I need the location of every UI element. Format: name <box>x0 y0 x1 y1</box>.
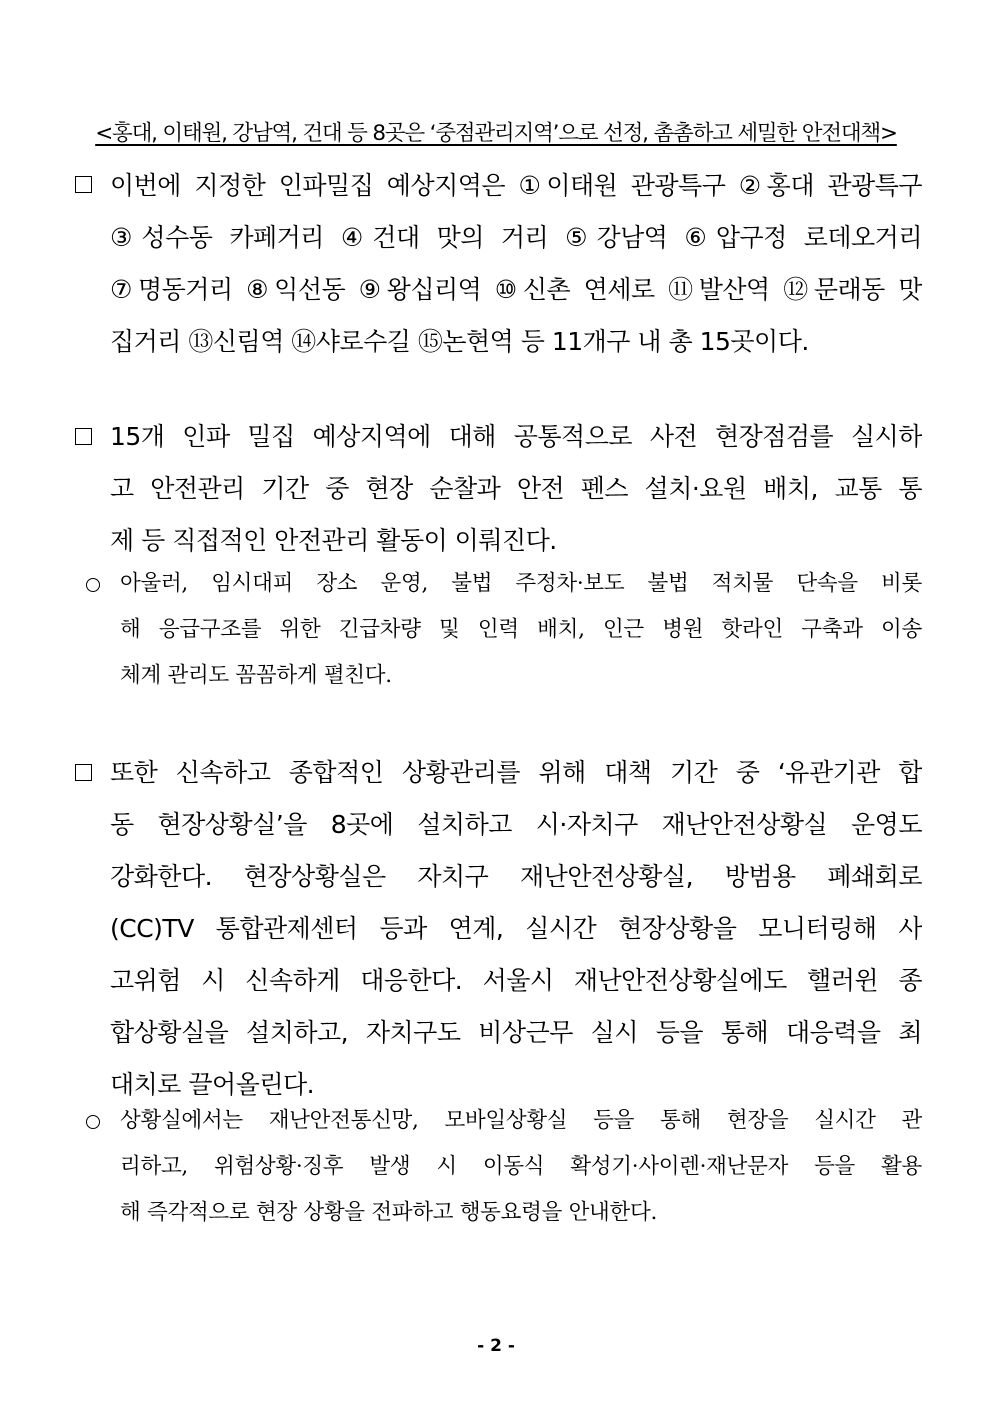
paragraph-line: 고위험 시 신속하게 대응한다. 서울시 재난안전상황실에도 핼러윈 종 <box>110 966 922 995</box>
square-bullet-icon <box>75 428 92 445</box>
circle-bullet-icon <box>86 1115 100 1129</box>
sub-paragraph-line: 해 응급구조를 위한 긴급차량 및 인력 배치, 인근 병원 핫라인 구축과 이송 <box>120 617 922 642</box>
paragraph-2 <box>110 411 922 567</box>
paragraph-line: 15개 인파 밀집 예상지역에 대해 공통적으로 사전 현장점검를 실시하 <box>110 422 922 451</box>
paragraph-1 <box>110 160 922 368</box>
section-heading: <홍대, 이태원, 강남역, 건대 등 8곳은 ‘중점관리지역’으로 선정, 촘촘하고 세밀한 안전대책> <box>95 121 897 146</box>
paragraph-line: ③성수동 카페거리 ④건대 맛의 거리 ⑤강남역 ⑥압구정 로데오거리 <box>110 223 922 252</box>
sub-paragraph-3 <box>120 1098 922 1236</box>
paragraph-line: 제 등 직접적인 안전관리 활동이 이뤄진다. <box>110 526 557 555</box>
square-bullet-icon <box>75 764 92 781</box>
sub-paragraph-line: 리하고, 위험상황·징후 발생 시 이동식 확성기·사이렌·재난문자 등을 활용 <box>120 1154 922 1179</box>
sub-paragraph-line: 아울러, 임시대피 장소 운영, 불법 주정차·보도 불법 적치물 단속을 비롯 <box>120 571 922 596</box>
paragraph-line: 고 안전관리 기간 중 현장 순찰과 안전 펜스 설치·요원 배치, 교통 통 <box>110 474 922 503</box>
paragraph-line: 또한 신속하고 종합적인 상황관리를 위해 대책 기간 중 ‘유관기관 합 <box>110 758 922 787</box>
paragraph-line: 대치로 끌어올린다. <box>110 1070 315 1099</box>
paragraph-line: 동 현장상황실’을 8곳에 설치하고 시·자치구 재난안전상황실 운영도 <box>110 810 922 839</box>
paragraph-line: 이번에 지정한 인파밀집 예상지역은 ①이태원 관광특구 ②홍대 관광특구 <box>110 171 922 200</box>
square-bullet-icon <box>75 176 92 193</box>
paragraph-line: 집거리 ⑬신림역 ⑭샤로수길 ⑮논현역 등 11개구 내 총 15곳이다. <box>110 327 809 356</box>
page-number: - 2 - <box>477 1336 515 1356</box>
sub-paragraph-line: 해 즉각적으로 현장 상황을 전파하고 행동요령을 안내한다. <box>120 1200 657 1225</box>
paragraph-line: (CC)TV 통합관제센터 등과 연계, 실시간 현장상황을 모니터링해 사 <box>110 914 922 943</box>
paragraph-line: ⑦명동거리 ⑧익선동 ⑨왕십리역 ⑩신촌 연세로 ⑪발산역 ⑫문래동 맛 <box>110 275 922 304</box>
sub-paragraph-line: 체계 관리도 꼼꼼하게 펼친다. <box>120 663 392 688</box>
sub-paragraph-line: 상황실에서는 재난안전통신망, 모바일상황실 등을 통해 현장을 실시간 관 <box>120 1108 922 1133</box>
paragraph-line: 강화한다. 현장상황실은 자치구 재난안전상황실, 방범용 폐쇄회로 <box>110 862 922 891</box>
circle-bullet-icon <box>86 578 100 592</box>
paragraph-line: 합상황실을 설치하고, 자치구도 비상근무 실시 등을 통해 대응력을 최 <box>110 1018 922 1047</box>
sub-paragraph-2 <box>120 561 922 699</box>
paragraph-3 <box>110 747 922 1111</box>
